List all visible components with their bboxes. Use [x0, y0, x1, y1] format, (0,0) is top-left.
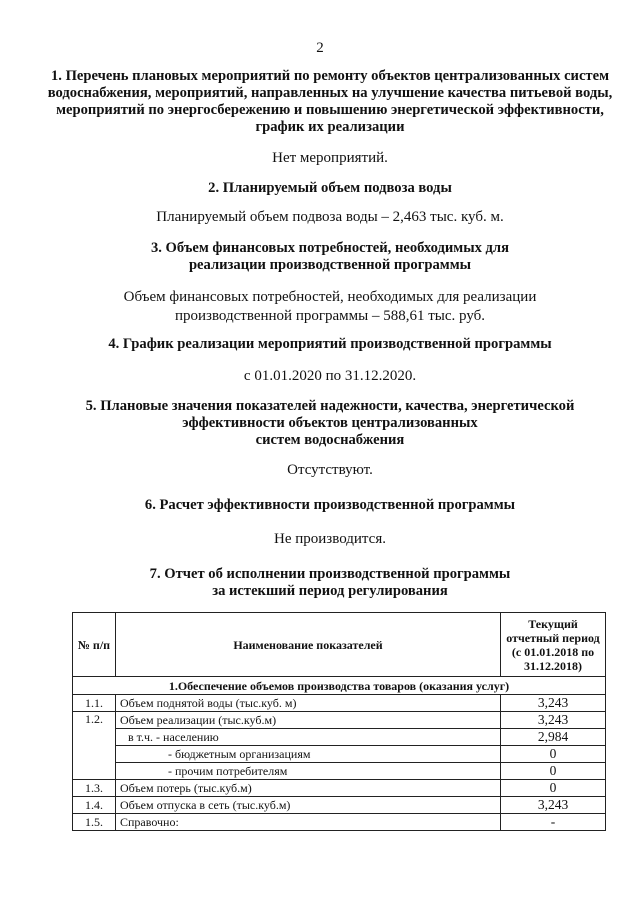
section-5-title-line2: эффективности объектов централизованных	[182, 415, 478, 431]
row-label: Объем поднятой воды (тыс.куб. м)	[116, 695, 501, 712]
table-row	[73, 695, 606, 712]
section-1-text: Нет мероприятий.	[272, 150, 388, 166]
section-5-title-line3: систем водоснабжения	[255, 432, 405, 448]
section-2-text: Планируемый объем подвоза воды – 2,463 тыс. куб. м.	[156, 209, 504, 225]
row-value: 3,243	[501, 712, 606, 729]
section-6-title: 6. Расчет эффективности производственной программы	[144, 497, 516, 513]
section-5-title-line1: 5. Плановые значения показателей надежности, качества, энергетической	[85, 398, 575, 414]
section-1-title: 1. Перечень плановых мероприятий по ремонту объектов централизованных систем водоснабжения, мероприятий, направленных на улучшение качества питьевой воды, мероприятий по энергосбережению и повышению энергетической эффективности, график их реализации	[47, 68, 613, 135]
table-header-row	[73, 613, 606, 677]
header-period: Текущий отчетный период (с 01.01.2018 по 31.12.2018)	[501, 613, 606, 677]
row-number: 1.4.	[73, 797, 116, 814]
header-name: Наименование показателей	[116, 613, 501, 677]
section-4-title: 4. График реализации мероприятий производственной программы	[108, 336, 552, 352]
page-number: 2	[316, 40, 324, 56]
table-section-row	[73, 677, 606, 695]
section-3-text-line2: производственной программы – 588,61 тыс. руб.	[174, 308, 486, 324]
row-value: 3,243	[501, 797, 606, 814]
row-value: 0	[501, 746, 606, 763]
row-value: 0	[501, 780, 606, 797]
row-value: 3,243	[501, 695, 606, 712]
row-label: Объем отпуска в сеть (тыс.куб.м)	[116, 797, 501, 814]
table-row	[73, 814, 606, 831]
row-label: - бюджетным организациям	[116, 746, 501, 763]
table-row	[73, 763, 606, 780]
table-row	[73, 780, 606, 797]
row-value: 0	[501, 763, 606, 780]
section-4-text: с 01.01.2020 по 31.12.2020.	[243, 368, 417, 384]
row-label: Справочно:	[116, 814, 501, 831]
row-number: 1.1.	[73, 695, 116, 712]
section-row-label: 1.Обеспечение объемов производства товаров (оказания услуг)	[73, 677, 606, 695]
section-7-title-line2: за истекший период регулирования	[212, 583, 448, 599]
section-2-title: 2. Планируемый объем подвоза воды	[208, 180, 452, 196]
section-3-text-line1: Объем финансовых потребностей, необходимых для реализации	[123, 289, 537, 305]
row-value: 2,984	[501, 729, 606, 746]
row-label: - прочим потребителям	[116, 763, 501, 780]
row-label: в т.ч. - населению	[116, 729, 501, 746]
row-label: Объем реализации (тыс.куб.м)	[116, 712, 501, 729]
section-7-title-line1: 7. Отчет об исполнении производственной программы	[149, 566, 511, 582]
table-row	[73, 729, 606, 746]
section-3-title-line2: реализации производственной программы	[188, 257, 472, 273]
table-row	[73, 797, 606, 814]
section-5-text: Отсутствуют.	[287, 462, 373, 478]
row-value: -	[501, 814, 606, 831]
row-number: 1.3.	[73, 780, 116, 797]
row-number: 1.2.	[73, 712, 116, 780]
table-row	[73, 746, 606, 763]
header-number: № п/п	[73, 613, 116, 677]
section-3-title-line1: 3. Объем финансовых потребностей, необходимых для	[150, 240, 510, 256]
report-table	[72, 612, 606, 831]
row-label: Объем потерь (тыс.куб.м)	[116, 780, 501, 797]
row-number: 1.5.	[73, 814, 116, 831]
table-row	[73, 712, 606, 729]
section-6-text: Не производится.	[274, 531, 386, 547]
